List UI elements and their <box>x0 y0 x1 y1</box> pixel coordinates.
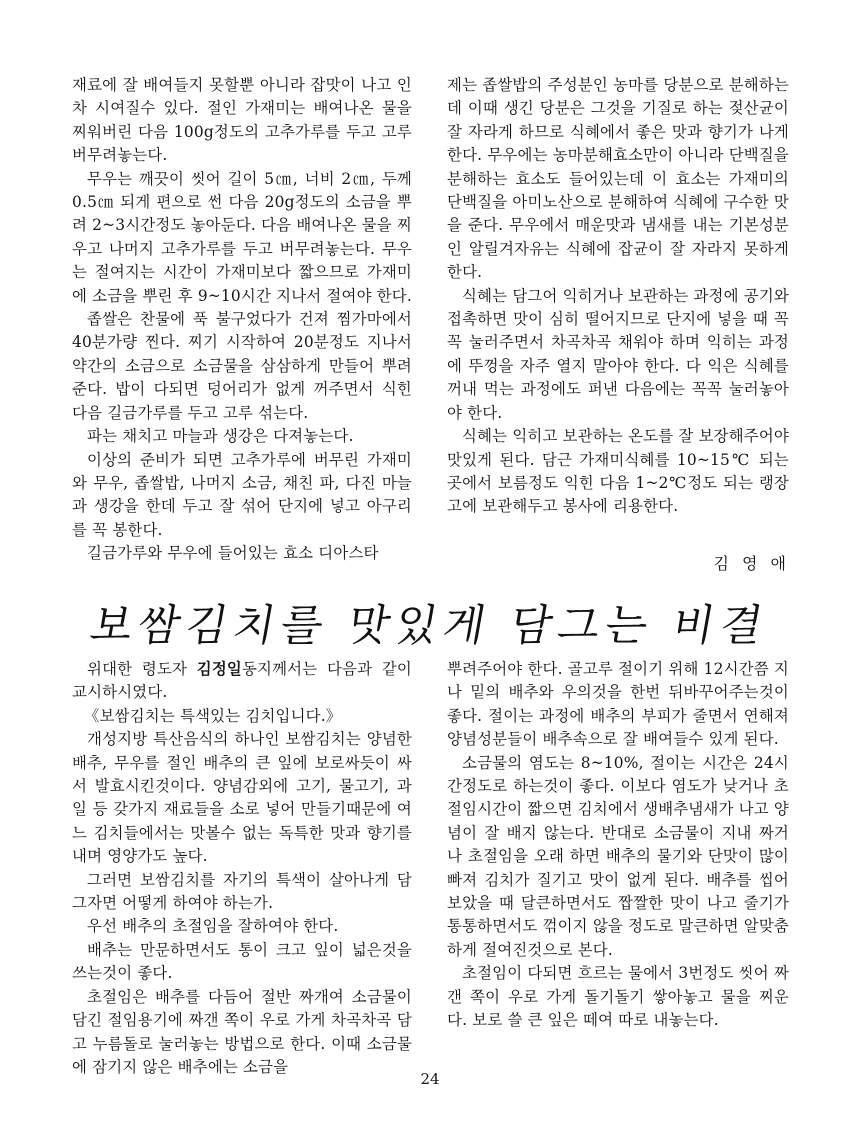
paragraph: 배추는 만문하면서도 통이 크고 잎이 넓은것을 쓰는것이 좋다. <box>72 940 412 983</box>
bottom-right-column <box>447 658 789 1033</box>
paragraph: 길금가루와 무우에 들어있는 효소 디아스타 <box>87 544 379 563</box>
paragraph: 식혜는 담그어 익히거나 보관하는 과정에 공기와 접촉하면 맛이 심히 떨어지므로 단지에 넣을 때 꼭꼭 눌러주면서 차곡차곡 채워야 하며 익히는 과정에 뚜껑을 자주 열지 말아야 한다. 다 익은 식혜를 꺼내 먹는 과정에도 퍼낸 다음에는 꼭꼭 눌러놓아야 한다. <box>447 286 789 422</box>
top-right-column <box>447 74 789 519</box>
article-title: 보쌈김치를 맛있게 담그는 비결 <box>86 601 773 651</box>
bottom-left-column <box>72 658 412 1079</box>
paragraph: 우선 배추의 초절임을 잘하여야 한다. <box>87 917 339 936</box>
paragraph: 재료에 잘 배여들지 못할뿐 아니라 잡맛이 나고 인차 시여질수 있다. 절인 가재미는 배여나온 물을 찌워버린 다음 100g정도의 고추가루를 두고 고루 버무려놓는다. <box>72 76 412 165</box>
intro-paragraph <box>72 658 412 705</box>
paragraph: 그러면 보쌈김치를 자기의 특색이 살아나게 담그자면 어떻게 하여야 하는가. <box>72 870 412 913</box>
leader-name: 김정일 <box>196 660 242 678</box>
paragraph: 제는 좁쌀밥의 주성분인 농마를 당분으로 분해하는데 이때 생긴 당분은 그것을 기질로 하는 젖산균이 잘 자라게 하므로 식혜에서 좋은 맛과 향기가 나게 한다. 무우에는 농마분해효소만이 아니라 단백질을 분해하는 효소도 들어있는데 이 효소는 가재미의 단백질을 아미노산으로 분해하여 식혜에 구수한 맛을 준다. 무우에서 매운맛과 냄새를 내는 기본성분인 알릴겨자유는 식혜에 잡균이 잘 자라지 못하게 한다. <box>447 76 789 282</box>
paragraph: 뿌려주어야 한다. 골고루 절이기 위해 12시간쯤 지나 밑의 배추와 우의것을 한번 뒤바꾸어주는것이 좋다. 절이는 과정에 배추의 부피가 줄면서 연해져 양념성분들이 배추속으로 잘 배여들수 있게 된다. <box>447 660 789 749</box>
paragraph: 파는 채치고 마늘과 생강은 다져놓는다. <box>87 427 354 446</box>
top-left-column <box>72 74 412 566</box>
author-name: 김 영 애 <box>713 554 790 573</box>
paragraph: 무우는 깨끗이 씻어 길이 5㎝, 너비 2㎝, 두께 0.5㎝ 되게 편으로 썬 다음 20g정도의 소금을 뿌려 2~3시간정도 놓아둔다. 다음 배여나온 물을 찌우고 나머지 고추가루를 두고 버무려놓는다. 무우는 절여지는 시간이 가재미보다 짧으므로 가재미에 소금을 뿌린 후 9~10시간 지나서 절여야 한다. <box>72 169 412 305</box>
intro-prefix: 위대한 령도자 <box>87 660 197 678</box>
intro-suffix: 동지께서는 다음과 같이 교시하시였다. <box>72 660 412 702</box>
paragraph: 식혜는 익히고 보관하는 온도를 잘 보장해주어야 맛있게 된다. 담근 가재미식혜를 10~15℃ 되는 곳에서 보름정도 익힌 다음 1~2℃정도 되는 랭장고에 보관해두고 봉사에 리용한다. <box>447 427 789 516</box>
paragraph: 소금물의 염도는 8~10%, 절이는 시간은 24시간정도로 하는것이 좋다. 이보다 염도가 낮거나 초절임시간이 짧으면 김치에서 생배추냄새가 나고 양념이 잘 배지 않는다. 반대로 소금물이 지내 짜거나 초절임을 오래 하면 배추의 물기와 단맛이 많이 빠져 김치가 질기고 맛이 없게 된다. 배추를 씹어보았을 때 달큰하면서도 짭짤한 맛이 나고 줄기가 통통하면서도 꺾이지 않을 정도로 말큰하면 알맞춤하게 절여진것으로 본다. <box>447 753 789 959</box>
paragraph: 이상의 준비가 되면 고추가루에 버무린 가재미와 무우, 좁쌀밥, 나머지 소금, 채친 파, 다진 마늘과 생강을 한데 두고 잘 섞어 단지에 넣고 아구리를 꼭 봉한다. <box>72 450 412 539</box>
paragraph: 초절임이 다되면 흐르는 물에서 3번정도 씻어 짜갠 쪽이 우로 가게 돌기돌기 쌓아놓고 물을 찌운다. 보로 쓸 큰 잎은 떼여 따로 내놓는다. <box>447 964 789 1030</box>
quote: 《보쌈김치는 특색있는 김치입니다.》 <box>84 706 342 725</box>
page-number: 24 <box>420 1070 440 1088</box>
paragraph: 초절임은 배추를 다듬어 절반 짜개여 소금물이 담긴 절임용기에 짜갠 쪽이 우로 가게 차곡차곡 담고 누름돌로 눌러놓는 방법으로 한다. 이때 소금물에 잠기지 않은 배추에는 소금을 <box>72 987 412 1076</box>
paragraph: 좁쌀은 찬물에 푹 불구었다가 건져 찜가마에서 40분가량 찐다. 찌기 시작하여 20분정도 지나서 약간의 소금으로 소금물을 삼삼하게 만들어 뿌려준다. 밥이 다되면 덩어리가 없게 꺼주면서 식힌 다음 길금가루를 두고 고루 섞는다. <box>72 310 412 422</box>
paragraph: 개성지방 특산음식의 하나인 보쌈김치는 양념한 배추, 무우를 절인 배추의 큰 잎에 보로싸듯이 싸서 발효시킨것이다. 양념감외에 고기, 물고기, 과일 등 갖가지 재료들을 소로 넣어 만들기때문에 여느 김치들에서는 맛볼수 없는 독특한 맛과 향기를 내며 영양가도 높다. <box>72 730 412 866</box>
